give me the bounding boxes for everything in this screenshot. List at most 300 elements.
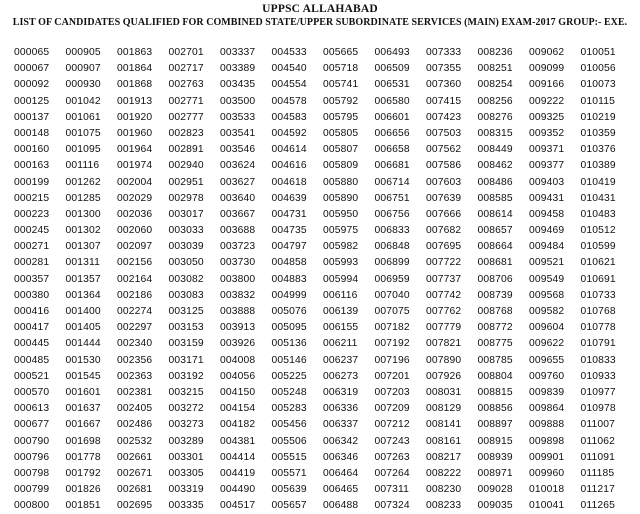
roll-number-cell: 002671 bbox=[117, 467, 153, 479]
roll-number-cell: 009901 bbox=[529, 451, 565, 463]
roll-number-cell: 001262 bbox=[65, 176, 101, 188]
roll-number-cell: 000570 bbox=[14, 386, 50, 398]
roll-number-cell: 001667 bbox=[65, 419, 101, 431]
roll-number-table bbox=[14, 45, 634, 514]
roll-number-cell: 000163 bbox=[14, 160, 50, 172]
roll-number-cell: 003688 bbox=[220, 225, 256, 237]
roll-number-cell: 009352 bbox=[529, 127, 565, 139]
roll-number-cell: 002381 bbox=[117, 386, 153, 398]
roll-number-cell: 010073 bbox=[580, 79, 616, 91]
roll-number-cell: 001851 bbox=[65, 500, 101, 512]
roll-number-cell: 004614 bbox=[271, 144, 307, 156]
roll-number-cell: 003541 bbox=[220, 127, 256, 139]
roll-number-cell: 007562 bbox=[426, 144, 462, 156]
roll-number-cell: 000223 bbox=[14, 208, 50, 220]
roll-number-cell: 003723 bbox=[220, 241, 256, 253]
roll-number-cell: 000613 bbox=[14, 403, 50, 415]
roll-number-cell: 008915 bbox=[477, 435, 513, 447]
roll-number-cell: 003082 bbox=[168, 273, 204, 285]
roll-number-cell: 007695 bbox=[426, 241, 462, 253]
roll-number-cell: 006237 bbox=[323, 354, 359, 366]
roll-number-cell: 006211 bbox=[323, 338, 358, 350]
roll-number-cell: 003640 bbox=[220, 192, 256, 204]
roll-number-cell: 008815 bbox=[477, 386, 513, 398]
roll-number-cell: 006848 bbox=[374, 241, 410, 253]
roll-number-cell: 007075 bbox=[374, 306, 410, 317]
roll-number-cell: 000215 bbox=[14, 192, 50, 204]
roll-number-cell: 009898 bbox=[529, 435, 565, 447]
roll-number-cell: 003083 bbox=[168, 289, 204, 301]
roll-number-cell: 003832 bbox=[220, 289, 256, 301]
roll-number-cell: 001601 bbox=[65, 386, 101, 398]
roll-number-cell: 008681 bbox=[477, 257, 513, 269]
roll-number-cell: 005456 bbox=[271, 419, 307, 431]
roll-number-cell: 002156 bbox=[117, 257, 153, 269]
roll-number-cell: 005792 bbox=[323, 95, 359, 107]
roll-number-cell: 008706 bbox=[477, 273, 513, 285]
roll-number-cell: 004381 bbox=[220, 435, 256, 447]
roll-number-cell: 010419 bbox=[580, 176, 616, 188]
roll-number-cell: 008449 bbox=[477, 144, 513, 156]
roll-number-cell: 009431 bbox=[529, 192, 565, 204]
roll-number-cell: 005880 bbox=[323, 176, 359, 188]
roll-number-cell: 009760 bbox=[529, 370, 565, 382]
roll-number-cell: 005950 bbox=[323, 208, 359, 220]
roll-number-cell: 007203 bbox=[374, 386, 410, 398]
roll-number-cell: 000137 bbox=[14, 111, 50, 123]
roll-number-cell: 002356 bbox=[117, 354, 153, 366]
roll-number-cell: 002036 bbox=[117, 208, 153, 220]
roll-number-cell: 001792 bbox=[65, 467, 101, 479]
roll-number-cell: 007586 bbox=[426, 160, 462, 172]
roll-number-cell: 007201 bbox=[374, 370, 410, 382]
roll-number-cell: 006488 bbox=[323, 500, 359, 512]
roll-number-cell: 001095 bbox=[65, 144, 101, 156]
roll-number-cell: 000125 bbox=[14, 95, 50, 107]
roll-number-cell: 007196 bbox=[374, 354, 410, 366]
roll-number-cell: 001311 bbox=[65, 257, 100, 269]
roll-number-cell: 000271 bbox=[14, 241, 50, 253]
roll-number-cell: 009888 bbox=[529, 419, 565, 431]
roll-number-cell: 000245 bbox=[14, 225, 50, 237]
roll-number-cell: 010778 bbox=[580, 322, 616, 334]
roll-number-cell: 009582 bbox=[529, 306, 565, 317]
roll-number-cell: 005890 bbox=[323, 192, 359, 204]
roll-number-cell: 004797 bbox=[271, 241, 307, 253]
roll-number-cell: 000907 bbox=[65, 63, 101, 75]
roll-number-cell: 004056 bbox=[220, 370, 256, 382]
roll-number-cell: 001400 bbox=[65, 306, 101, 317]
roll-number-cell: 009549 bbox=[529, 273, 565, 285]
roll-number-cell: 000796 bbox=[14, 451, 50, 463]
roll-number-cell: 008276 bbox=[477, 111, 513, 123]
roll-number-cell: 008161 bbox=[426, 435, 462, 447]
roll-number-cell: 008217 bbox=[426, 451, 462, 463]
roll-number-cell: 008315 bbox=[477, 127, 513, 139]
roll-number-cell: 007639 bbox=[426, 192, 462, 204]
roll-number-cell: 003289 bbox=[168, 435, 204, 447]
roll-number-cell: 007243 bbox=[374, 435, 410, 447]
roll-number-cell: 003273 bbox=[168, 419, 204, 431]
roll-number-cell: 001075 bbox=[65, 127, 101, 139]
roll-number-cell: 002891 bbox=[168, 144, 204, 156]
document-header bbox=[0, 0, 640, 29]
roll-number-cell: 003192 bbox=[168, 370, 204, 382]
roll-number-cell: 006959 bbox=[374, 273, 410, 285]
organization-name: UPPSC ALLAHABAD bbox=[262, 3, 378, 15]
roll-number-cell: 003159 bbox=[168, 338, 204, 350]
roll-number-cell: 001357 bbox=[65, 273, 101, 285]
roll-number-cell: 009568 bbox=[529, 289, 565, 301]
roll-number-cell: 002297 bbox=[117, 322, 153, 334]
roll-number-cell: 006337 bbox=[323, 419, 359, 431]
roll-number-cell: 001868 bbox=[117, 79, 153, 91]
roll-number-cell: 007737 bbox=[426, 273, 462, 285]
roll-number-cell: 007779 bbox=[426, 322, 462, 334]
roll-number-cell: 004735 bbox=[271, 225, 307, 237]
roll-number-cell: 010051 bbox=[580, 47, 616, 58]
roll-number-cell: 009484 bbox=[529, 241, 565, 253]
roll-number-cell: 006155 bbox=[323, 322, 359, 334]
roll-number-cell: 010041 bbox=[529, 500, 565, 512]
roll-number-cell: 007192 bbox=[374, 338, 410, 350]
roll-number-cell: 000905 bbox=[65, 47, 101, 58]
roll-number-cell: 008939 bbox=[477, 451, 513, 463]
roll-number-cell: 002186 bbox=[117, 289, 153, 301]
roll-number-cell: 010791 bbox=[580, 338, 616, 350]
roll-number-cell: 010978 bbox=[580, 403, 616, 415]
roll-number-cell: 009099 bbox=[529, 63, 565, 75]
roll-number-cell: 000148 bbox=[14, 127, 50, 139]
roll-number-cell: 009469 bbox=[529, 225, 565, 237]
roll-number-cell: 002681 bbox=[117, 484, 153, 496]
roll-number-cell: 000281 bbox=[14, 257, 50, 269]
roll-number-cell: 005741 bbox=[323, 79, 359, 91]
roll-number-cell: 008141 bbox=[426, 419, 462, 431]
roll-number-cell: 000380 bbox=[14, 289, 50, 301]
roll-number-cell: 010219 bbox=[580, 111, 616, 123]
roll-number-cell: 007333 bbox=[426, 47, 462, 58]
roll-number-cell: 008236 bbox=[477, 47, 513, 58]
roll-number-cell: 011007 bbox=[580, 419, 615, 431]
roll-number-cell: 005283 bbox=[271, 403, 307, 415]
roll-number-cell: 010621 bbox=[580, 257, 616, 269]
roll-number-cell: 008772 bbox=[477, 322, 513, 334]
roll-number-cell: 008256 bbox=[477, 95, 513, 107]
roll-number-cell: 001964 bbox=[117, 144, 153, 156]
roll-number-cell: 008230 bbox=[426, 484, 462, 496]
roll-number-cell: 007360 bbox=[426, 79, 462, 91]
roll-number-cell: 010833 bbox=[580, 354, 616, 366]
roll-number-cell: 005657 bbox=[271, 500, 307, 512]
roll-number-cell: 007311 bbox=[374, 484, 409, 496]
roll-number-cell: 000930 bbox=[65, 79, 101, 91]
roll-number-cell: 008739 bbox=[477, 289, 513, 301]
roll-number-cell: 007324 bbox=[374, 500, 410, 512]
roll-number-cell: 004150 bbox=[220, 386, 256, 398]
roll-number-cell: 008856 bbox=[477, 403, 513, 415]
roll-number-cell: 000800 bbox=[14, 500, 50, 512]
roll-number-cell: 001116 bbox=[65, 160, 100, 172]
roll-number-cell: 007603 bbox=[426, 176, 462, 188]
roll-number-cell: 001778 bbox=[65, 451, 101, 463]
roll-number-cell: 007355 bbox=[426, 63, 462, 75]
roll-number-cell: 008222 bbox=[426, 467, 462, 479]
roll-number-cell: 000445 bbox=[14, 338, 50, 350]
roll-number-cell: 009035 bbox=[477, 500, 513, 512]
roll-number-cell: 006756 bbox=[374, 208, 410, 220]
roll-number-cell: 004540 bbox=[271, 63, 307, 75]
roll-number-cell: 005975 bbox=[323, 225, 359, 237]
roll-number-cell: 007890 bbox=[426, 354, 462, 366]
roll-number-cell: 010056 bbox=[580, 63, 616, 75]
roll-number-cell: 003435 bbox=[220, 79, 256, 91]
roll-number-cell: 001444 bbox=[65, 338, 101, 350]
roll-number-cell: 009371 bbox=[529, 144, 565, 156]
roll-number-cell: 009166 bbox=[529, 79, 565, 91]
roll-number-cell: 002717 bbox=[168, 63, 204, 75]
roll-number-cell: 000677 bbox=[14, 419, 50, 431]
roll-number-cell: 009622 bbox=[529, 338, 565, 350]
roll-number-cell: 005718 bbox=[323, 63, 359, 75]
roll-number-cell: 002763 bbox=[168, 79, 204, 91]
roll-number-cell: 005136 bbox=[271, 338, 307, 350]
roll-number-cell: 007722 bbox=[426, 257, 462, 269]
roll-number-cell: 010376 bbox=[580, 144, 616, 156]
roll-number-cell: 003153 bbox=[168, 322, 204, 334]
roll-number-cell: 004999 bbox=[271, 289, 307, 301]
roll-number-cell: 001405 bbox=[65, 322, 101, 334]
roll-number-cell: 006464 bbox=[323, 467, 359, 479]
roll-number-cell: 002097 bbox=[117, 241, 153, 253]
roll-number-cell: 007503 bbox=[426, 127, 462, 139]
roll-number-cell: 002777 bbox=[168, 111, 204, 123]
roll-number-cell: 006833 bbox=[374, 225, 410, 237]
roll-number-cell: 006336 bbox=[323, 403, 359, 415]
roll-number-cell: 001920 bbox=[117, 111, 153, 123]
roll-number-cell: 003017 bbox=[168, 208, 204, 220]
roll-number-cell: 002363 bbox=[117, 370, 153, 382]
roll-number-cell: 007666 bbox=[426, 208, 462, 220]
roll-number-cell: 006465 bbox=[323, 484, 359, 496]
roll-number-cell: 011062 bbox=[580, 435, 615, 447]
roll-number-cell: 005248 bbox=[271, 386, 307, 398]
roll-number-cell: 004731 bbox=[271, 208, 307, 220]
roll-number-cell: 006658 bbox=[374, 144, 410, 156]
roll-number-cell: 007926 bbox=[426, 370, 462, 382]
roll-number-cell: 008614 bbox=[477, 208, 513, 220]
roll-number-cell: 002029 bbox=[117, 192, 153, 204]
roll-number-cell: 000485 bbox=[14, 354, 50, 366]
roll-number-cell: 002405 bbox=[117, 403, 153, 415]
roll-number-cell: 000357 bbox=[14, 273, 50, 285]
roll-number-cell: 001864 bbox=[117, 63, 153, 75]
roll-number-cell: 005076 bbox=[271, 306, 307, 317]
roll-number-cell: 003389 bbox=[220, 63, 256, 75]
roll-number-cell: 005095 bbox=[271, 322, 307, 334]
roll-number-cell: 010359 bbox=[580, 127, 616, 139]
roll-number-cell: 003039 bbox=[168, 241, 204, 253]
roll-number-cell: 008486 bbox=[477, 176, 513, 188]
roll-number-cell: 007423 bbox=[426, 111, 462, 123]
roll-number-cell: 010018 bbox=[529, 484, 565, 496]
roll-number-cell: 002164 bbox=[117, 273, 153, 285]
roll-number-cell: 004618 bbox=[271, 176, 307, 188]
roll-number-cell: 008233 bbox=[426, 500, 462, 512]
roll-number-cell: 002274 bbox=[117, 306, 153, 317]
roll-number-cell: 006493 bbox=[374, 47, 410, 58]
roll-number-cell: 008254 bbox=[477, 79, 513, 91]
roll-number-cell: 006273 bbox=[323, 370, 359, 382]
roll-number-cell: 000790 bbox=[14, 435, 50, 447]
roll-number-cell: 001061 bbox=[65, 111, 101, 123]
roll-number-cell: 001698 bbox=[65, 435, 101, 447]
roll-number-cell: 008971 bbox=[477, 467, 513, 479]
roll-number-cell: 003305 bbox=[168, 467, 204, 479]
roll-number-cell: 003730 bbox=[220, 257, 256, 269]
roll-number-cell: 009028 bbox=[477, 484, 513, 496]
roll-number-cell: 009960 bbox=[529, 467, 565, 479]
roll-number-cell: 009864 bbox=[529, 403, 565, 415]
roll-number-cell: 010733 bbox=[580, 289, 616, 301]
roll-number-cell: 010512 bbox=[580, 225, 616, 237]
roll-number-cell: 005805 bbox=[323, 127, 359, 139]
roll-number-cell: 010933 bbox=[580, 370, 616, 382]
roll-number-cell: 007415 bbox=[426, 95, 462, 107]
roll-number-cell: 005225 bbox=[271, 370, 307, 382]
roll-number-cell: 006899 bbox=[374, 257, 410, 269]
roll-number-cell: 005146 bbox=[271, 354, 307, 366]
roll-number-cell: 002004 bbox=[117, 176, 153, 188]
roll-number-cell: 004616 bbox=[271, 160, 307, 172]
roll-number-cell: 007264 bbox=[374, 467, 410, 479]
roll-number-cell: 008768 bbox=[477, 306, 513, 317]
roll-number-cell: 010768 bbox=[580, 306, 616, 317]
roll-number-cell: 002701 bbox=[168, 47, 204, 58]
document-title: LIST OF CANDIDATES QUALIFIED FOR COMBINED STATE/UPPER SUBORDINATE SERVICES (MAIN) EXAM-2017 GROUP:- EXE. bbox=[12, 17, 628, 28]
roll-number-cell: 002771 bbox=[168, 95, 204, 107]
roll-number-cell: 002661 bbox=[117, 451, 153, 463]
roll-number-cell: 010389 bbox=[580, 160, 616, 172]
roll-number-cell: 005993 bbox=[323, 257, 359, 269]
roll-number-cell: 003337 bbox=[220, 47, 256, 58]
roll-number-cell: 002695 bbox=[117, 500, 153, 512]
roll-number-cell: 003546 bbox=[220, 144, 256, 156]
roll-number-cell: 010691 bbox=[580, 273, 616, 285]
roll-number-cell: 010977 bbox=[580, 386, 616, 398]
roll-number-cell: 007762 bbox=[426, 306, 462, 317]
roll-number-cell: 004883 bbox=[271, 273, 307, 285]
roll-number-cell: 006601 bbox=[374, 111, 410, 123]
roll-number-cell: 004414 bbox=[220, 451, 256, 463]
roll-number-cell: 009655 bbox=[529, 354, 565, 366]
roll-number-cell: 008129 bbox=[426, 403, 462, 415]
roll-number-cell: 004554 bbox=[271, 79, 307, 91]
roll-number-cell: 007040 bbox=[374, 289, 410, 301]
roll-number-cell: 004490 bbox=[220, 484, 256, 496]
roll-number-cell: 007182 bbox=[374, 322, 410, 334]
roll-number-cell: 004583 bbox=[271, 111, 307, 123]
roll-number-cell: 002060 bbox=[117, 225, 153, 237]
roll-number-cell: 006116 bbox=[323, 289, 358, 301]
roll-number-cell: 000092 bbox=[14, 79, 50, 91]
roll-number-cell: 006714 bbox=[374, 176, 410, 188]
roll-number-cell: 011217 bbox=[580, 484, 615, 496]
roll-number-cell: 001302 bbox=[65, 225, 101, 237]
roll-number-cell: 006580 bbox=[374, 95, 410, 107]
roll-number-cell: 004592 bbox=[271, 127, 307, 139]
roll-number-cell: 009325 bbox=[529, 111, 565, 123]
roll-number-cell: 008251 bbox=[477, 63, 513, 75]
roll-number-cell: 001285 bbox=[65, 192, 101, 204]
roll-number-cell: 003335 bbox=[168, 500, 204, 512]
roll-number-cell: 003913 bbox=[220, 322, 256, 334]
roll-number-cell: 011265 bbox=[580, 500, 615, 512]
roll-number-cell: 003667 bbox=[220, 208, 256, 220]
roll-number-cell: 004008 bbox=[220, 354, 256, 366]
roll-number-cell: 007212 bbox=[374, 419, 410, 431]
roll-number-cell: 000417 bbox=[14, 322, 50, 334]
roll-number-cell: 004517 bbox=[220, 500, 256, 512]
roll-number-cell: 005795 bbox=[323, 111, 359, 123]
roll-number-cell: 007742 bbox=[426, 289, 462, 301]
roll-number-cell: 006342 bbox=[323, 435, 359, 447]
roll-number-cell: 001307 bbox=[65, 241, 101, 253]
roll-number-cell: 002532 bbox=[117, 435, 153, 447]
roll-number-cell: 005515 bbox=[271, 451, 307, 463]
roll-number-cell: 009458 bbox=[529, 208, 565, 220]
roll-number-cell: 003500 bbox=[220, 95, 256, 107]
roll-number-cell: 009377 bbox=[529, 160, 565, 172]
roll-number-cell: 003627 bbox=[220, 176, 256, 188]
roll-number-cell: 000160 bbox=[14, 144, 50, 156]
roll-number-cell: 004533 bbox=[271, 47, 307, 58]
roll-number-cell: 006531 bbox=[374, 79, 410, 91]
roll-number-cell: 001300 bbox=[65, 208, 101, 220]
roll-number-cell: 003624 bbox=[220, 160, 256, 172]
roll-number-cell: 010599 bbox=[580, 241, 616, 253]
roll-number-cell: 004858 bbox=[271, 257, 307, 269]
roll-number-cell: 001960 bbox=[117, 127, 153, 139]
roll-number-cell: 000798 bbox=[14, 467, 50, 479]
roll-number-cell: 008785 bbox=[477, 354, 513, 366]
roll-number-cell: 001637 bbox=[65, 403, 101, 415]
roll-number-cell: 009839 bbox=[529, 386, 565, 398]
roll-number-cell: 003050 bbox=[168, 257, 204, 269]
roll-number-cell: 001863 bbox=[117, 47, 153, 58]
roll-number-cell: 008585 bbox=[477, 192, 513, 204]
roll-number-cell: 001042 bbox=[65, 95, 101, 107]
roll-number-cell: 002978 bbox=[168, 192, 204, 204]
roll-number-cell: 008897 bbox=[477, 419, 513, 431]
roll-number-cell: 003215 bbox=[168, 386, 204, 398]
roll-number-cell: 001545 bbox=[65, 370, 101, 382]
roll-number-cell: 006139 bbox=[323, 306, 359, 317]
roll-number-cell: 003272 bbox=[168, 403, 204, 415]
roll-number-cell: 008664 bbox=[477, 241, 513, 253]
roll-number-cell: 004639 bbox=[271, 192, 307, 204]
roll-number-cell: 010115 bbox=[580, 95, 615, 107]
roll-number-cell: 004419 bbox=[220, 467, 256, 479]
roll-number-cell: 003033 bbox=[168, 225, 204, 237]
roll-number-cell: 007682 bbox=[426, 225, 462, 237]
roll-number-cell: 002340 bbox=[117, 338, 153, 350]
roll-number-cell: 000799 bbox=[14, 484, 50, 496]
roll-number-cell: 001974 bbox=[117, 160, 153, 172]
roll-number-cell: 000416 bbox=[14, 306, 50, 317]
roll-number-cell: 011091 bbox=[580, 451, 615, 463]
roll-number-cell: 002940 bbox=[168, 160, 204, 172]
